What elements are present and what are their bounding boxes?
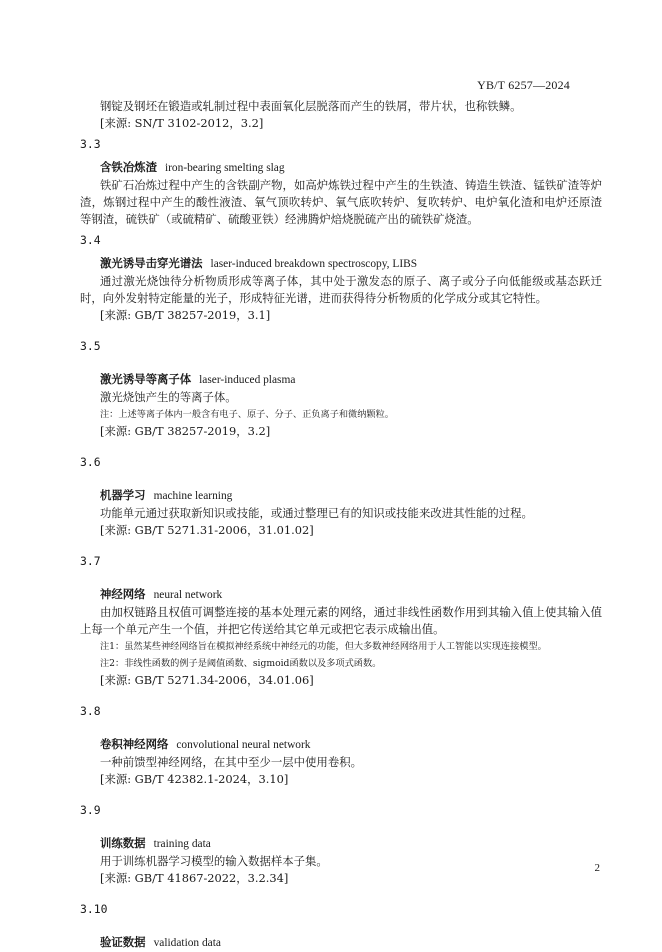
term-definition: 激光烧蚀产生的等离子体。 — [100, 390, 237, 404]
term-source: [来源: GB/T 41867-2022，3.2.34] — [100, 871, 289, 885]
term-note: 注：上述等离子体内一般含有电子、原子、分子、正负离子和微纳颗粒。 — [100, 409, 394, 420]
term-definition: 由加权链路且权值可调整连接的基本处理元素的网络，通过非线性函数作用到其输入值上使其输入值上每一个单元产生一个值，并把它传送给其它单元或把它表示成输出值。 — [80, 605, 602, 636]
term-en: training data — [153, 838, 211, 850]
term-heading — [80, 371, 602, 389]
term-heading — [80, 586, 602, 604]
term-zh: 激光诱导等离子体 — [100, 372, 192, 386]
term-source: [来源: GB/T 38257-2019，3.1] — [100, 308, 271, 322]
term-source: [来源: GB/T 38257-2019，3.2] — [100, 424, 271, 438]
term-en: machine learning — [153, 490, 233, 502]
term-en: convolutional neural network — [176, 739, 311, 751]
term-definition: 通过激光烧蚀待分析物质形成等离子体，其中处于激发态的原子、离子或分子向低能级或基态跃迁时，向外发射特定能量的光子，形成特征光谱，进而获得待分析物质的化学成分或其它特性。 — [80, 274, 602, 305]
term-zh: 机器学习 — [100, 488, 146, 502]
clause-number: 3.7 — [80, 554, 101, 568]
clause-number: 3.6 — [80, 455, 101, 469]
clause-number: 3.10 — [80, 902, 108, 916]
term-en: validation data — [153, 937, 221, 949]
term-definition: 功能单元通过获取新知识或技能，或通过整理已有的知识或技能来改进其性能的过程。 — [100, 506, 533, 520]
term-definition: 用于训练机器学习模型的输入数据样本子集。 — [100, 854, 328, 868]
term-en: laser-induced plasma — [199, 374, 296, 386]
term-definition: 铁矿石冶炼过程中产生的含铁副产物，如高炉炼铁过程中产生的生铁渣、铸造生铁渣、锰铁矿渣等炉渣，炼钢过程中产生的酸性液渣、氧气顶吹转炉、氧气底吹转炉、复吹转炉、电炉氧化渣和电炉还原渣等钢渣，硫铁矿（或硫精矿、硫酸亚铁）经沸腾炉焙烧脱硫产出的硫铁矿烧渣。 — [80, 178, 602, 226]
term-definition: 一种前馈型神经网络，在其中至少一层中使用卷积。 — [100, 755, 362, 769]
term-heading — [80, 255, 602, 273]
intro-definition: 钢锭及钢坯在锻造或轧制过程中表面氧化层脱落而产生的铁屑，带片状，也称铁鳞。 — [100, 99, 522, 113]
term-en: iron-bearing smelting slag — [164, 162, 285, 174]
term-heading — [80, 835, 602, 853]
clause-number: 3.8 — [80, 704, 101, 718]
term-zh: 神经网络 — [100, 587, 146, 601]
document-body — [80, 98, 602, 952]
term-note: 注2：非线性函数的例子是阈值函数、sigmoid函数以及多项式函数。 — [100, 658, 382, 669]
intro-source: [来源: SN/T 3102-2012，3.2] — [100, 116, 264, 130]
term-heading — [80, 736, 602, 754]
term-zh: 训练数据 — [100, 836, 146, 850]
term-source: [来源: GB/T 42382.1-2024，3.10] — [100, 772, 289, 786]
standard-code: YB/T 6257—2024 — [477, 78, 570, 92]
clause-number: 3.3 — [80, 137, 101, 151]
term-heading — [80, 159, 602, 177]
term-en: laser-induced breakdown spectroscopy, LIBS — [210, 258, 418, 270]
term-zh: 含铁冶炼渣 — [100, 160, 157, 174]
term-heading — [80, 487, 602, 505]
term-en: neural network — [153, 589, 223, 601]
term-zh: 卷积神经网络 — [100, 737, 169, 751]
clause-number: 3.5 — [80, 339, 101, 353]
term-zh: 验证数据 — [100, 935, 146, 949]
term-note: 注1：虽然某些神经网络旨在模拟神经系统中神经元的功能，但大多数神经网络用于人工智能以实现连接模型。 — [100, 641, 547, 652]
term-source: [来源: GB/T 5271.34-2006，34.01.06] — [100, 673, 314, 687]
page-number: 2 — [594, 862, 600, 874]
term-zh: 激光诱导击穿光谱法 — [100, 256, 203, 270]
term-heading — [80, 934, 602, 952]
clause-number: 3.9 — [80, 803, 101, 817]
clause-number: 3.4 — [80, 233, 101, 247]
term-source: [来源: GB/T 5271.31-2006，31.01.02] — [100, 523, 314, 537]
